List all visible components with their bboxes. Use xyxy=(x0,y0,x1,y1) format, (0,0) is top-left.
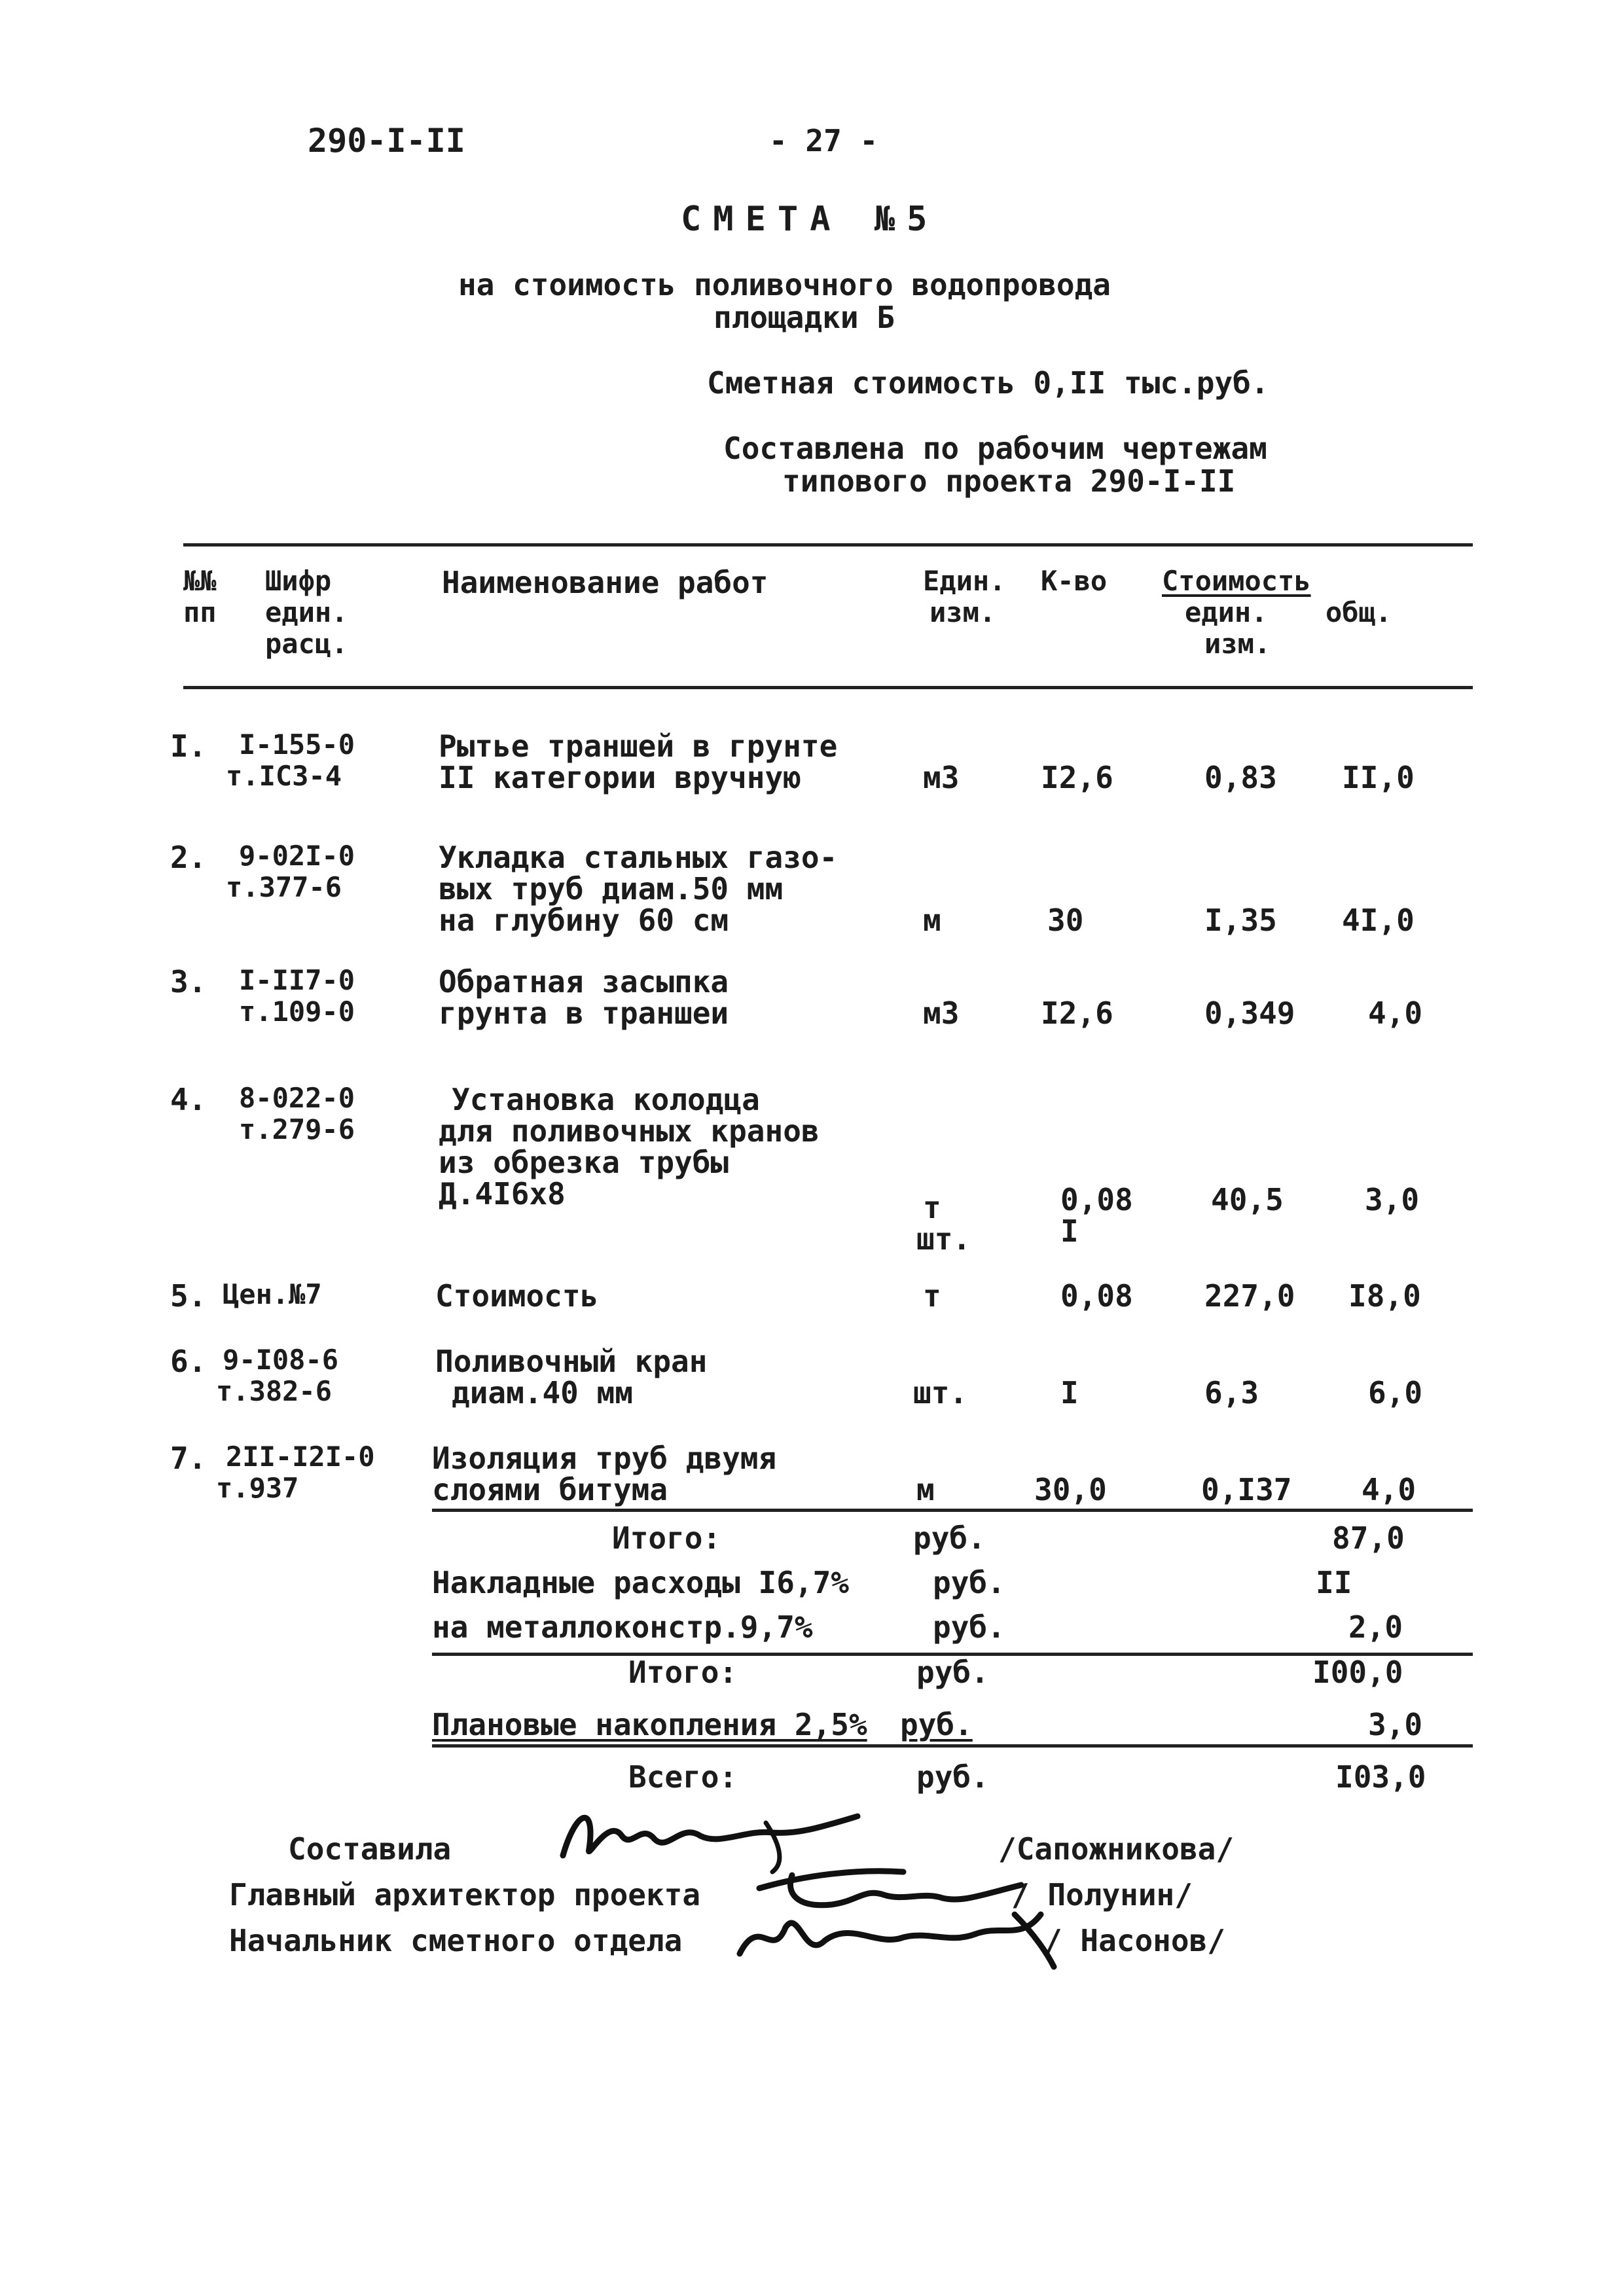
row-name: вых труб диам.50 мм xyxy=(439,871,784,906)
summary-label: Накладные расходы I6,7% xyxy=(432,1565,849,1600)
row-code: 9-02I-0 xyxy=(239,840,355,872)
row-code: 2II-I2I-0 xyxy=(226,1441,375,1473)
header-code-3: расц. xyxy=(265,628,348,660)
row-price: 0,I37 xyxy=(1201,1472,1292,1507)
row-unit: шт. xyxy=(916,1221,971,1257)
row-code: т.382-6 xyxy=(216,1375,333,1407)
row-name: диам.40 мм xyxy=(452,1375,633,1410)
row-qty: I xyxy=(1060,1213,1079,1249)
summary-total: 87,0 xyxy=(1332,1520,1405,1556)
row-name: Стоимость xyxy=(435,1278,599,1314)
row-code: т.109-0 xyxy=(239,996,355,1028)
row-name: из обрезка трубы xyxy=(439,1145,729,1180)
row-name: грунта в траншеи xyxy=(439,996,729,1031)
row-total: I8,0 xyxy=(1348,1278,1421,1314)
row-price: 0,349 xyxy=(1204,996,1295,1031)
row-num: 7. xyxy=(170,1441,207,1476)
summary-unit: руб. xyxy=(900,1707,973,1742)
summary-label: на металлоконстр.9,7% xyxy=(432,1609,813,1645)
header-cost-unit-2: изм. xyxy=(1204,628,1271,660)
row-price: 40,5 xyxy=(1211,1182,1284,1217)
row-num: 2. xyxy=(170,840,207,875)
row-total: 6,0 xyxy=(1368,1375,1423,1410)
row-name: Укладка стальных газо- xyxy=(439,840,838,875)
header-cost-group: Стоимость xyxy=(1162,565,1311,597)
summary-total: II xyxy=(1316,1565,1352,1600)
summary-unit: руб. xyxy=(933,1565,1005,1600)
row-name: для поливочных кранов xyxy=(439,1113,820,1149)
row-qty: 30,0 xyxy=(1034,1472,1107,1507)
row-qty: 0,08 xyxy=(1060,1278,1133,1314)
summary-total: I00,0 xyxy=(1312,1655,1403,1690)
signature-name: /Сапожникова/ xyxy=(998,1831,1235,1867)
summary-unit: руб. xyxy=(913,1520,986,1556)
row-qty: 0,08 xyxy=(1060,1182,1133,1217)
summary-total: I03,0 xyxy=(1335,1759,1426,1795)
summary-total: 3,0 xyxy=(1368,1707,1423,1742)
row-name: Поливочный кран xyxy=(435,1344,708,1379)
signature-role: Главный архитектор проекта xyxy=(229,1877,701,1912)
items-end-rule xyxy=(432,1509,1473,1512)
header-qty: К-во xyxy=(1041,565,1108,597)
row-unit: м xyxy=(916,1472,935,1507)
summary-label: Плановые накопления 2,5% xyxy=(432,1707,867,1742)
row-code: т.937 xyxy=(216,1472,299,1504)
compiled-by-line-2: типового проекта 290-I-II xyxy=(782,463,1236,499)
signature-role: Начальник сметного отдела xyxy=(229,1923,683,1958)
row-price: 0,83 xyxy=(1204,760,1277,795)
handwritten-signature-3 xyxy=(727,1901,1067,1973)
header-cost-total: общ. xyxy=(1326,596,1392,628)
row-unit: шт. xyxy=(913,1375,968,1410)
summary-label: Итого: xyxy=(628,1655,738,1690)
header-name: Наименование работ xyxy=(442,565,768,600)
row-name: Обратная засыпка xyxy=(439,964,729,999)
row-name: Д.4I6х8 xyxy=(439,1176,566,1211)
header-unit-2: изм. xyxy=(929,596,996,628)
planned-rule xyxy=(432,1744,1473,1748)
table-header-rule xyxy=(183,686,1473,689)
header-cost-unit-1: един. xyxy=(1185,596,1268,628)
row-code: I-II7-0 xyxy=(239,964,355,996)
estimated-cost: Сметная стоимость 0,II тыс.руб. xyxy=(707,365,1269,401)
row-total: 3,0 xyxy=(1365,1182,1420,1217)
row-unit: т xyxy=(923,1278,941,1314)
summary-total: 2,0 xyxy=(1348,1609,1403,1645)
row-name: Установка колодца xyxy=(452,1082,760,1117)
row-price: 6,3 xyxy=(1204,1375,1259,1410)
row-total: 4I,0 xyxy=(1342,903,1415,938)
summary-label: Итого: xyxy=(612,1520,721,1556)
summary-label: Всего: xyxy=(628,1759,738,1795)
summary-unit: руб. xyxy=(916,1759,989,1795)
document-title: СМЕТА №5 xyxy=(681,200,939,239)
row-code: т.279-6 xyxy=(239,1113,355,1145)
row-code: 9-I08-6 xyxy=(223,1344,339,1376)
signature-role: Составила xyxy=(288,1831,452,1867)
signature-name: / Насонов/ xyxy=(1044,1923,1225,1958)
subject-line-1: на стоимость поливочного водопровода xyxy=(458,267,1111,302)
row-qty: 30 xyxy=(1047,903,1084,938)
row-name: II категории вручную xyxy=(439,760,801,795)
signature-name: / Полунин/ xyxy=(1011,1877,1193,1912)
row-num: 5. xyxy=(170,1278,207,1314)
row-total: 4,0 xyxy=(1362,1472,1416,1507)
header-unit-1: Един. xyxy=(923,565,1006,597)
row-name: на глубину 60 см xyxy=(439,903,729,938)
table-top-rule xyxy=(183,543,1473,547)
summary-unit: руб. xyxy=(916,1655,989,1690)
header-num-1: №№ xyxy=(183,565,217,597)
row-num: 6. xyxy=(170,1344,207,1379)
compiled-by-line-1: Составлена по рабочим чертежам xyxy=(723,431,1267,466)
row-name: Рытье траншей в грунте xyxy=(439,728,838,764)
row-unit: м3 xyxy=(923,996,960,1031)
row-price: 227,0 xyxy=(1204,1278,1295,1314)
subject-line-2: площадки Б xyxy=(713,300,895,335)
header-code-1: Шифр xyxy=(265,565,332,597)
row-code: т.IСЗ-4 xyxy=(226,760,342,792)
row-qty: I2,6 xyxy=(1041,996,1113,1031)
row-name: слоями битума xyxy=(432,1472,668,1507)
row-name: Изоляция труб двумя xyxy=(432,1441,777,1476)
row-num: 3. xyxy=(170,964,207,999)
row-price: I,35 xyxy=(1204,903,1277,938)
row-unit: т xyxy=(923,1190,941,1225)
row-total: II,0 xyxy=(1342,760,1415,795)
summary-unit: руб. xyxy=(933,1609,1005,1645)
row-code: I-155-0 xyxy=(239,728,355,761)
row-code: 8-022-0 xyxy=(239,1082,355,1114)
header-num-2: пп xyxy=(183,596,217,628)
row-unit: м xyxy=(923,903,941,938)
page-number: - 27 - xyxy=(769,123,878,158)
row-total: 4,0 xyxy=(1368,996,1423,1031)
document-code: 290-I-II xyxy=(308,122,465,160)
row-num: 4. xyxy=(170,1082,207,1117)
row-num: I. xyxy=(170,728,207,764)
row-qty: I2,6 xyxy=(1041,760,1113,795)
row-qty: I xyxy=(1060,1375,1079,1410)
row-unit: м3 xyxy=(923,760,960,795)
row-code: т.377-6 xyxy=(226,871,342,903)
row-code: Цен.№7 xyxy=(223,1278,322,1310)
header-code-2: един. xyxy=(265,596,348,628)
